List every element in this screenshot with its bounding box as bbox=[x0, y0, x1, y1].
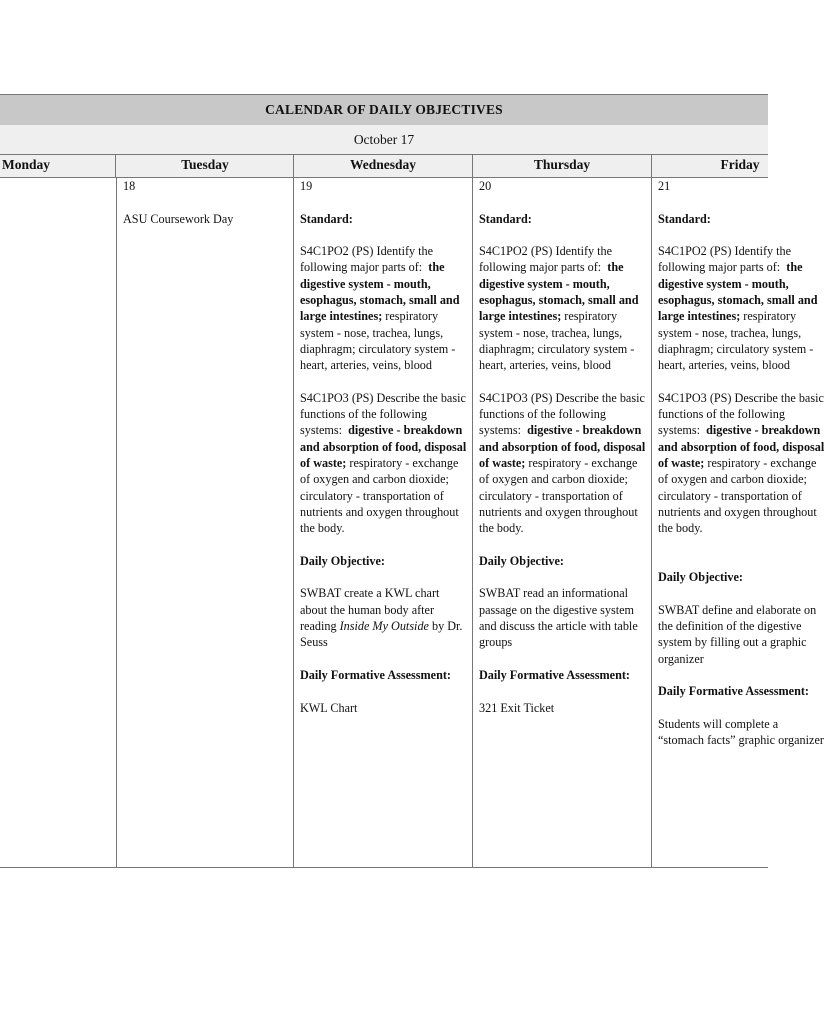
date-row bbox=[0, 125, 768, 155]
day-number: 20 bbox=[479, 179, 492, 193]
assessment: 321 Exit Ticket bbox=[479, 700, 555, 715]
wednesday-cell bbox=[294, 178, 473, 867]
standard-label: Standard: bbox=[300, 211, 353, 226]
daily-objective-label: Daily Objective: bbox=[300, 553, 385, 568]
standard-po3: S4C1PO3 (PS) Describe the basic functions of the following systems: digestive - breakdown and absorption of food, disposal of waste; respiratory - exchange of oxygen and carbon dioxide; circulatory - transportation of nutrients and oxygen throughout the body. bbox=[658, 390, 825, 536]
assessment: Students will complete a “stomach facts” graphic organizer bbox=[658, 716, 824, 748]
day-header-thursday: Thursday bbox=[473, 155, 652, 177]
title-row bbox=[0, 94, 768, 126]
day-number: 21 bbox=[658, 179, 671, 193]
calendar-title: CALENDAR OF DAILY OBJECTIVES bbox=[265, 102, 503, 117]
standard-po2: S4C1PO2 (PS) Identify the following major parts of: the digestive system - mouth, esophagus, stomach, small and large intestines; respiratory system - nose, trachea, lungs, diaphragm; circulatory system - heart, arteries, veins, blood bbox=[479, 244, 639, 373]
week-date: October 17 bbox=[353, 132, 415, 147]
daily-objective: SWBAT define and elaborate on the definition of the digestive system by filling out a graphic organizer bbox=[658, 602, 817, 666]
daily-objective-label: Daily Objective: bbox=[658, 570, 743, 585]
tuesday-cell bbox=[117, 178, 294, 867]
standard-po2: S4C1PO2 (PS) Identify the following major parts of: the digestive system - mouth, esophagus, stomach, small and large intestines; respiratory system - nose, trachea, lungs, diaphragm; circulatory system - heart, arteries, veins, blood bbox=[300, 244, 460, 373]
friday-cell bbox=[652, 178, 825, 867]
day-header-friday: Friday bbox=[720, 157, 760, 172]
assessment-label: Daily Formative Assessment: bbox=[479, 667, 630, 682]
day-header-tuesday: Tuesday bbox=[117, 155, 294, 177]
day-header-monday: Monday bbox=[0, 155, 116, 177]
standard-po2: S4C1PO2 (PS) Identify the following major parts of: the digestive system - mouth, esophagus, stomach, small and large intestines; respiratory system - nose, trachea, lungs, diaphragm; circulatory system - heart, arteries, veins, blood bbox=[658, 244, 818, 373]
week-body-row bbox=[0, 178, 825, 868]
day-number: 18 bbox=[123, 179, 136, 193]
daily-objective: SWBAT create a KWL chart about the human body after reading Inside My Outside by Dr. Seuss bbox=[300, 586, 463, 650]
standard-po3: S4C1PO3 (PS) Describe the basic functions of the following systems: digestive - breakdown and absorption of food, disposal of waste; respiratory - exchange of oxygen and carbon dioxide; circulatory - transportation of nutrients and oxygen throughout the body. bbox=[300, 390, 467, 536]
assessment: KWL Chart bbox=[300, 700, 358, 715]
standard-po3: S4C1PO3 (PS) Describe the basic functions of the following systems: digestive - breakdown and absorption of food, disposal of waste; respiratory - exchange of oxygen and carbon dioxide; circulatory - transportation of nutrients and oxygen throughout the body. bbox=[479, 390, 646, 536]
daily-objective: SWBAT read an informational passage on the digestive system and discuss the article with table groups bbox=[479, 586, 638, 650]
standard-label: Standard: bbox=[479, 211, 532, 226]
monday-cell bbox=[0, 178, 117, 867]
day-header-wednesday: Wednesday bbox=[294, 155, 473, 177]
standard-label: Standard: bbox=[658, 211, 711, 226]
day-header-row bbox=[0, 155, 768, 178]
daily-objective-label: Daily Objective: bbox=[479, 553, 564, 568]
day-number: 19 bbox=[300, 179, 313, 193]
tuesday-note: ASU Coursework Day bbox=[123, 211, 234, 226]
assessment-label: Daily Formative Assessment: bbox=[300, 667, 451, 682]
thursday-cell bbox=[473, 178, 652, 867]
assessment-label: Daily Formative Assessment: bbox=[658, 684, 809, 699]
